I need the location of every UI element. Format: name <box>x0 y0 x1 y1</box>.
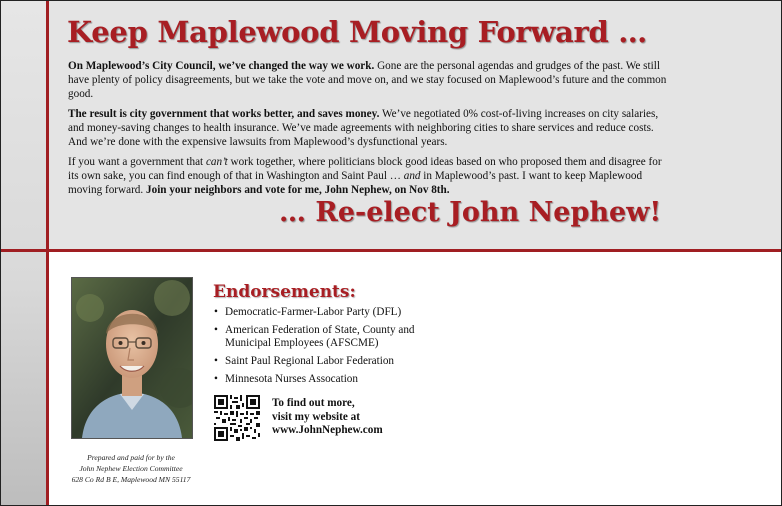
closing-text-2: work together, where politicians block good ideas based on who proposed them and disagree for its own sake, you can find enough of that in Washington and Saint Paul … <box>68 156 662 182</box>
closing-text-1: If you want a government that <box>68 156 206 168</box>
candidate-portrait-image <box>72 278 192 438</box>
disclaimer-line-1: Prepared and paid for by the <box>87 453 175 462</box>
endorsements-title: Endorsements: <box>213 282 356 302</box>
website-line-2: visit my website at <box>272 410 360 423</box>
endorsement-item: • Minnesota Nurses Assocation <box>214 373 434 386</box>
tagline: … Re-elect John Nephew! <box>279 197 662 228</box>
endorsement-item: • Saint Paul Regional Labor Federation <box>214 355 434 368</box>
body-text <box>68 59 671 203</box>
paragraph-results-lead: The result is city government that works better, and saves money. <box>68 108 380 120</box>
disclaimer-line-2: John Nephew Election Committee <box>79 464 183 473</box>
vertical-red-rule <box>46 1 49 505</box>
paid-for-disclaimer <box>61 452 201 485</box>
closing-emphasis-and: and <box>403 170 421 182</box>
website-line-1: To find out more, <box>272 397 355 409</box>
paragraph-closing <box>68 155 671 197</box>
paragraph-council-text: Gone are the personal agendas and grudges of the past. We still have plenty of policy disagreements, but we take the vote and move on, and we stay focused on Maplewood’s future and the common good. <box>68 60 667 100</box>
website-link[interactable]: www.JohnNephew.com <box>272 424 383 436</box>
closing-emphasis-cant: can’t <box>205 156 228 168</box>
website-info <box>272 397 383 438</box>
headline: Keep Maplewood Moving Forward … <box>67 15 648 49</box>
candidate-photo <box>71 277 193 439</box>
horizontal-red-rule <box>1 249 781 252</box>
paragraph-results <box>68 107 671 149</box>
left-margin-strip <box>1 1 47 505</box>
endorsement-item: • Democratic-Farmer-Labor Party (DFL) <box>214 306 434 319</box>
closing-text-3: in Maplewood’s past. I want to keep Maplewood moving forward. <box>68 170 643 196</box>
disclaimer-line-3: 628 Co Rd B E, Maplewood MN 55117 <box>71 475 191 484</box>
paragraph-council-lead: On Maplewood’s City Council, we’ve changed the way we work. <box>68 60 375 72</box>
paragraph-results-text: We’ve negotiated 0% cost-of-living increases on city salaries, and money-saving changes to health insurance. We’ve made agreements with neighboring cities to share services and reduce costs. And we’re done with the expensive lawsuits from Maplewood’s dysfunctional years. <box>68 108 659 148</box>
endorsements-list <box>214 306 434 391</box>
endorsement-item: • American Federation of State, County and Municipal Employees (AFSCME) <box>214 324 434 350</box>
qr-code-icon[interactable] <box>214 395 260 441</box>
closing-call-to-action: Join your neighbors and vote for me, John Nephew, on Nov 8th. <box>146 184 450 196</box>
paragraph-council <box>68 59 671 101</box>
